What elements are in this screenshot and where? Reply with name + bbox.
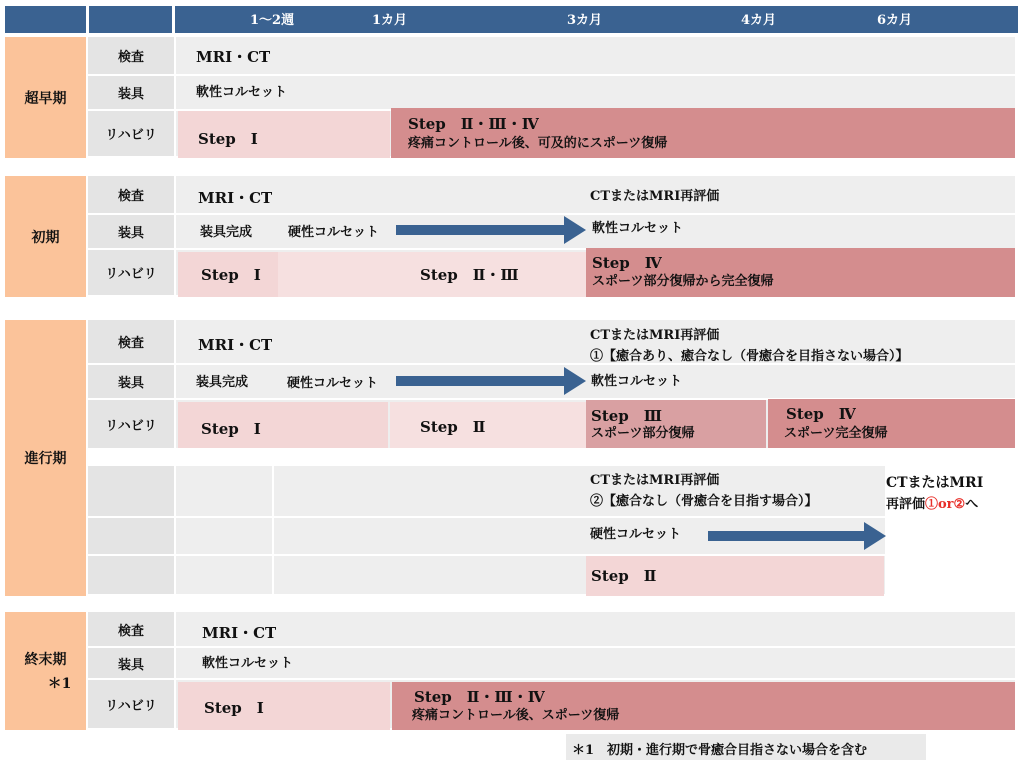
row-brace: [176, 76, 1015, 111]
category-blank: [88, 466, 174, 518]
exam-text: MRI・CT: [198, 189, 273, 207]
category-exam: 検査: [88, 176, 174, 215]
category-exam: 検査: [88, 320, 174, 365]
rehab-step-1-text: Step Ⅰ: [201, 420, 261, 438]
category-brace: 装具: [88, 365, 174, 400]
time-label-4-months: 4カ月: [741, 13, 777, 28]
rehab-step-4-title: Step Ⅳ: [592, 254, 662, 272]
phase-footnote-mark: ＊1: [47, 676, 72, 692]
rehab-step-4-title: Step Ⅳ: [786, 405, 856, 423]
rehab-step-3-desc: スポーツ部分復帰: [591, 426, 695, 441]
category-brace: 装具: [88, 215, 174, 250]
rehab-step-2-4-desc: 疼痛コントロール後、スポーツ復帰: [412, 708, 620, 723]
category-exam: 検査: [88, 37, 174, 76]
alt-exam-reeval-text: CTまたはMRI再評価: [590, 473, 720, 488]
time-label-1-month: 1カ月: [372, 13, 408, 28]
alt-reeval-title: CTまたはMRI: [886, 475, 984, 491]
brace-text: 軟性コルセット: [202, 656, 294, 671]
rehab-step-2-4-desc: 疼痛コントロール後、可及的にスポーツ復帰: [408, 136, 668, 151]
brace-text: 軟性コルセット: [196, 85, 288, 100]
column-divider: [272, 466, 274, 596]
category-blank: [88, 518, 174, 556]
phase-label: 超早期: [24, 90, 67, 107]
phase-progressive: [5, 320, 86, 596]
category-rehab: リハビリ: [88, 111, 174, 158]
right-arrow-icon: [396, 216, 586, 244]
phase-label: 終末期: [24, 652, 67, 668]
rehab-step-1-text: Step Ⅰ: [201, 266, 261, 284]
timeline-header: [5, 6, 1018, 33]
alt-reeval-target: [886, 496, 978, 514]
row-exam: [176, 612, 1015, 648]
category-brace: 装具: [88, 648, 174, 680]
time-label-1-2-weeks: 1〜2週: [250, 13, 295, 28]
exam-text: MRI・CT: [202, 624, 277, 642]
right-arrow-icon: [396, 367, 586, 395]
alt-hard-brace-text: 硬性コルセット: [590, 527, 682, 542]
time-label-3-months: 3カ月: [567, 13, 603, 28]
soft-brace-text: 軟性コルセット: [591, 374, 683, 389]
alt-reeval-options: ①or②: [925, 497, 966, 512]
exam-reeval-option-1: ①【癒合あり、癒合なし（骨癒合を目指さない場合）】: [590, 349, 909, 364]
soft-brace-text: 軟性コルセット: [592, 221, 684, 236]
alt-rehab-step-2-text: Step Ⅱ: [591, 567, 657, 585]
phase-label: 進行期: [24, 451, 67, 467]
exam-reeval-text: CTまたはMRI再評価: [590, 328, 720, 343]
hard-brace-text: 硬性コルセット: [288, 225, 380, 240]
exam-text: MRI・CT: [198, 336, 273, 354]
alt-reeval-suffix: へ: [965, 497, 979, 512]
category-rehab: リハビリ: [88, 250, 174, 297]
rehab-step-2-text: Step Ⅱ: [420, 418, 486, 436]
phase-label: 初期: [31, 229, 60, 246]
category-rehab: リハビリ: [88, 680, 174, 730]
rehab-step-4-desc: スポーツ完全復帰: [784, 426, 888, 441]
rehab-step-3-title: Step Ⅲ: [591, 407, 663, 425]
category-exam: 検査: [88, 612, 174, 648]
rehab-step-1-text: Step Ⅰ: [198, 130, 258, 148]
alt-reeval-prefix: 再評価: [886, 497, 926, 512]
brace-complete-text: 装具完成: [196, 375, 249, 390]
rehab-step-4-desc: スポーツ部分復帰から完全復帰: [592, 274, 774, 289]
rehab-step-1-text: Step Ⅰ: [204, 699, 264, 717]
alt-exam-option-2: ②【癒合なし（骨癒合を目指す場合）】: [590, 494, 818, 509]
exam-text: MRI・CT: [196, 48, 271, 66]
row-brace: [176, 648, 1015, 680]
rehab-step-2-4-title: Step Ⅱ・Ⅲ・Ⅳ: [414, 688, 545, 706]
category-brace: 装具: [88, 76, 174, 111]
phase-super-early: [5, 37, 86, 158]
footnote: ＊1 初期・進行期で骨癒合目指さない場合を含む: [566, 734, 926, 760]
brace-complete-text: 装具完成: [200, 225, 253, 240]
time-label-6-months: 6カ月: [877, 13, 913, 28]
category-blank: [88, 556, 174, 596]
exam-reeval-text: CTまたはMRI再評価: [590, 189, 720, 204]
rehab-step-2-4-title: Step Ⅱ・Ⅲ・Ⅳ: [408, 115, 539, 133]
category-rehab: リハビリ: [88, 400, 174, 450]
hard-brace-text: 硬性コルセット: [287, 376, 379, 391]
right-arrow-icon: [708, 522, 886, 550]
phase-terminal: [5, 612, 86, 730]
rehab-step-2-3-text: Step Ⅱ・Ⅲ: [420, 266, 519, 284]
phase-early: [5, 176, 86, 297]
row-exam: [176, 37, 1015, 76]
